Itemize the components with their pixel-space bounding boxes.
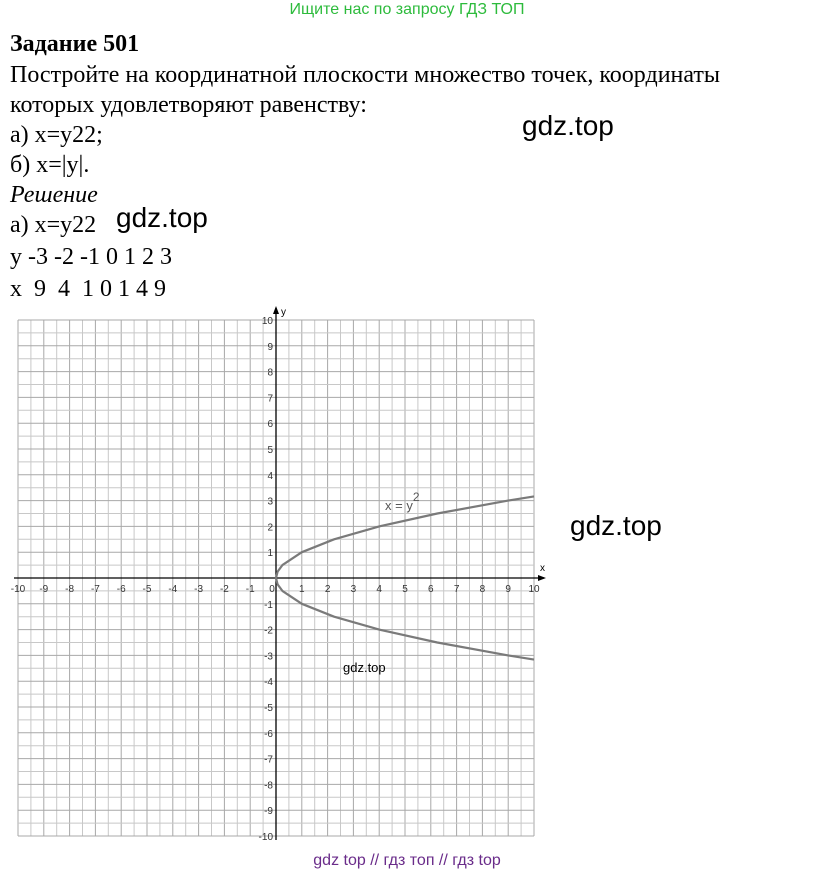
x-axis-label: x (540, 563, 545, 574)
y-tick-label: 10 (261, 316, 273, 327)
y-tick-label: 7 (267, 393, 273, 405)
axes (14, 306, 546, 840)
y-axis-arrow (273, 306, 279, 314)
x-tick-label: -1 (245, 584, 255, 595)
y-tick-label: -4 (264, 677, 273, 689)
x-tick-label: -9 (39, 584, 49, 595)
value-table-y-row: y -3 -2 -1 0 1 2 3 (10, 244, 172, 270)
task-item-b: б) x=|y|. (10, 152, 90, 178)
watermark: gdz.top (116, 202, 208, 233)
y-tick-label: -3 (264, 651, 273, 663)
y-tick-label: -6 (264, 728, 273, 740)
y-tick-label: -5 (264, 703, 273, 714)
x-tick-label: 7 (453, 584, 460, 595)
y-tick-label: 2 (267, 522, 273, 534)
x-tick-label: 1 (299, 584, 305, 595)
x-tick-label: 10 (528, 584, 540, 595)
solution-heading: Решение (10, 182, 98, 208)
x-tick-label: -5 (142, 584, 152, 595)
x-tick-label: 4 (376, 584, 382, 595)
task-title: Задание 501 (10, 31, 140, 57)
y-tick-label: -10 (258, 832, 273, 843)
y-tick-label: -9 (264, 806, 273, 818)
y-tick-label: 6 (267, 419, 273, 431)
x-tick-label: 8 (479, 584, 486, 595)
x-tick-label: -6 (116, 584, 126, 595)
footer-watermark: gdz top // гдз топ // гдз top (313, 852, 501, 869)
x-tick-label: -8 (65, 584, 75, 595)
watermark: gdz.top (570, 510, 662, 541)
x-tick-label: -3 (194, 584, 204, 595)
task-text-line-2: которых удовлетворяют равенству: (10, 92, 367, 118)
y-tick-label: -2 (264, 625, 273, 637)
y-tick-label: -8 (264, 780, 273, 792)
coordinate-plane-graph (10, 305, 550, 845)
solution-part-a: а) x=y22 (10, 212, 97, 238)
y-tick-label: 9 (267, 341, 273, 353)
x-tick-label: 3 (350, 584, 357, 595)
watermark: gdz.top (522, 110, 614, 141)
x-tick-label: 9 (505, 584, 511, 595)
y-tick-label: 4 (267, 470, 273, 482)
watermark: gdz.top (343, 660, 386, 675)
x-tick-label: -2 (219, 584, 229, 595)
y-tick-label: 8 (267, 367, 273, 379)
y-tick-label: -7 (264, 754, 273, 766)
x-tick-label: -7 (90, 584, 100, 595)
search-hint-banner: Ищите нас по запросу ГДЗ ТОП (289, 1, 525, 18)
x-tick-label: -4 (168, 584, 178, 595)
x-tick-label: -10 (10, 584, 26, 595)
task-text-line-1: Постройте на координатной плоскости множество точек, координаты (10, 62, 721, 88)
x-tick-label: 6 (428, 584, 434, 595)
y-tick-label: 1 (267, 548, 273, 560)
task-item-a: а) x=y22; (10, 122, 103, 148)
x-tick-label: 5 (402, 584, 408, 595)
y-tick-label: -1 (264, 599, 273, 611)
x-axis-arrow (538, 575, 546, 581)
value-table-x-row: x 9 4 1 0 1 4 9 (10, 276, 166, 302)
x-tick-label: 0 (269, 584, 275, 595)
y-tick-label: 3 (267, 496, 273, 508)
y-tick-label: 5 (267, 445, 273, 456)
y-axis-label: y (281, 307, 286, 318)
curve-label: x = y2 (385, 490, 420, 513)
x-tick-label: 2 (324, 584, 331, 595)
